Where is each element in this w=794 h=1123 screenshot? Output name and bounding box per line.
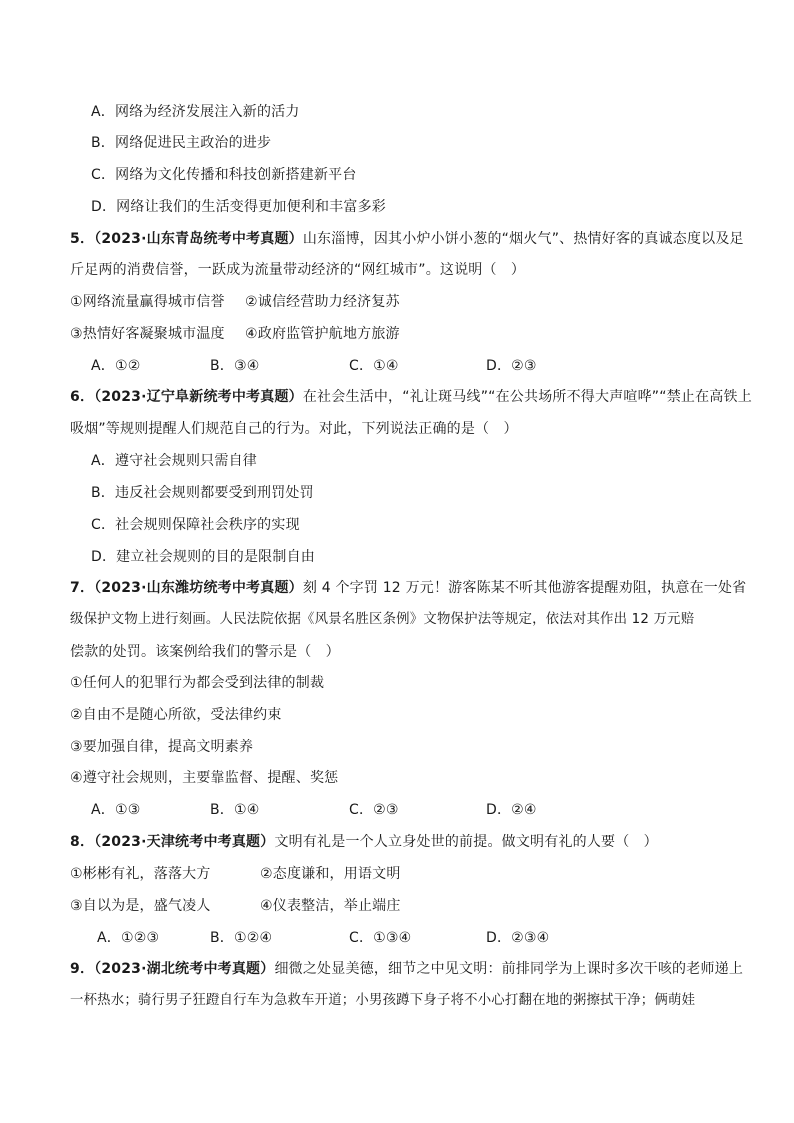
q6-source: （2023·辽宁阜新统考中考真题） <box>94 389 303 405</box>
q7-stem-text-1: 刻 4 个字罚 12 万元！游客陈某不听其他游客提醒劝阻，执意在一处省 <box>302 580 747 596</box>
q8-number: 8． <box>70 834 95 850</box>
q5-number: 5． <box>70 231 95 247</box>
q5-statement-4: ④政府监管护航地方旅游 <box>245 326 400 342</box>
q5-stem-text-1: 山东淄博，因其小炉小饼小葱的“烟火气”、热情好客的真诚态度以及足 <box>302 231 744 247</box>
q4-option-a: A．网络为经济发展注入新的活力 <box>91 104 300 120</box>
q8-statements-row-1 <box>70 864 730 884</box>
q8-choice-b: B．①②④ <box>210 930 273 946</box>
q6-option-a: A．遵守社会规则只需自律 <box>91 453 257 469</box>
q8-stem-text-1: 文明有礼是一个人立身处世的前提。做文明有礼的人要（ ） <box>274 834 658 850</box>
q8-source: （2023·天津统考中考真题） <box>94 834 275 850</box>
q7-choice-c: C．②③ <box>349 802 399 818</box>
q8-choices <box>70 928 730 948</box>
q5-choice-c: C．①④ <box>349 358 399 374</box>
q7-statement-3: ③要加强自律，提高文明素养 <box>70 739 254 755</box>
q9-stem-line-1 <box>70 959 743 979</box>
q5-choice-b: B．③④ <box>210 358 260 374</box>
q5-choice-d: D．②③ <box>486 358 537 374</box>
q8-statement-3: ③自以为是，盛气凌人 <box>70 898 211 914</box>
q4-option-b: B．网络促进民主政治的进步 <box>91 135 272 151</box>
q9-stem-line-2: 一杯热水；骑行男子狂蹬自行车为急救车开道；小男孩蹲下身子将不小心打翻在地的粥擦拭干净；俩萌娃 <box>70 993 696 1008</box>
q5-statements-row-2 <box>70 324 730 344</box>
q5-choices <box>70 356 730 376</box>
q7-stem-line-1 <box>70 578 746 598</box>
q7-choice-b: B．①④ <box>210 802 260 818</box>
q7-statement-4: ④遵守社会规则，主要靠监督、提醒、奖惩 <box>70 770 339 786</box>
q8-statement-2: ②态度谦和，用语文明 <box>260 866 401 882</box>
q7-choices <box>70 800 730 820</box>
q5-choice-a: A．①② <box>91 358 141 374</box>
q5-source: （2023·山东青岛统考中考真题） <box>94 231 303 247</box>
q7-source: （2023·山东潍坊统考中考真题） <box>94 580 303 596</box>
q7-statement-1: ①任何人的犯罪行为都会受到法律的制裁 <box>70 675 325 691</box>
q6-stem-line-1 <box>70 387 752 407</box>
q8-stem-line-1 <box>70 832 658 852</box>
q8-statement-1: ①彬彬有礼，落落大方 <box>70 866 211 882</box>
q6-option-c: C．社会规则保障社会秩序的实现 <box>91 517 300 533</box>
q4-option-d: D．网络让我们的生活变得更加便利和丰富多彩 <box>91 199 386 215</box>
q7-number: 7． <box>70 580 95 596</box>
q9-source: （2023·湖北统考中考真题） <box>94 961 275 977</box>
q9-number: 9． <box>70 961 95 977</box>
q6-number: 6． <box>70 389 95 405</box>
q8-choice-a: A．①②③ <box>97 930 160 946</box>
q5-statement-1: ①网络流量赢得城市信誉 <box>70 294 225 310</box>
q5-statements-row-1 <box>70 292 730 312</box>
q5-statement-2: ②诚信经营助力经济复苏 <box>245 294 400 310</box>
q7-stem-line-3: 偿款的处罚。该案例给我们的警示是（ ） <box>70 644 340 660</box>
q6-stem-text-1: 在社会生活中，“礼让斑马线”“在公共场所不得大声喧哗”“禁止在高铁上 <box>302 389 752 405</box>
q9-stem-text-1: 细微之处显美德，细节之中见文明：前排同学为上课时多次干咳的老师递上 <box>274 961 744 977</box>
q8-statements-row-2 <box>70 896 730 916</box>
q5-stem-line-2: 斤足两的消费信誉，一跃成为流量带动经济的“网红城市”。这说明（ ） <box>70 262 526 278</box>
q6-option-b: B．违反社会规则都要受到刑罚处罚 <box>91 485 314 501</box>
q7-choice-d: D．②④ <box>486 802 537 818</box>
q7-statement-2: ②自由不是随心所欲，受法律约束 <box>70 707 282 723</box>
q6-stem-line-2: 吸烟”等规则提醒人们规范自己的行为。对此，下列说法正确的是（ ） <box>70 421 518 437</box>
q5-stem-line-1 <box>70 229 744 249</box>
q7-stem-line-2: 级保护文物上进行刻画。人民法院依据《风景名胜区条例》文物保护法等规定，依法对其作出 12 万元赔 <box>70 612 695 627</box>
q8-choice-d: D．②③④ <box>486 930 550 946</box>
q6-option-d: D．建立社会规则的目的是限制自由 <box>91 549 315 565</box>
q5-statement-3: ③热情好客凝聚城市温度 <box>70 326 225 342</box>
q7-choice-a: A．①③ <box>91 802 141 818</box>
q8-statement-4: ④仪表整洁，举止端庄 <box>260 898 401 914</box>
q4-option-c: C．网络为文化传播和科技创新搭建新平台 <box>91 167 357 183</box>
q8-choice-c: C．①③④ <box>349 930 412 946</box>
